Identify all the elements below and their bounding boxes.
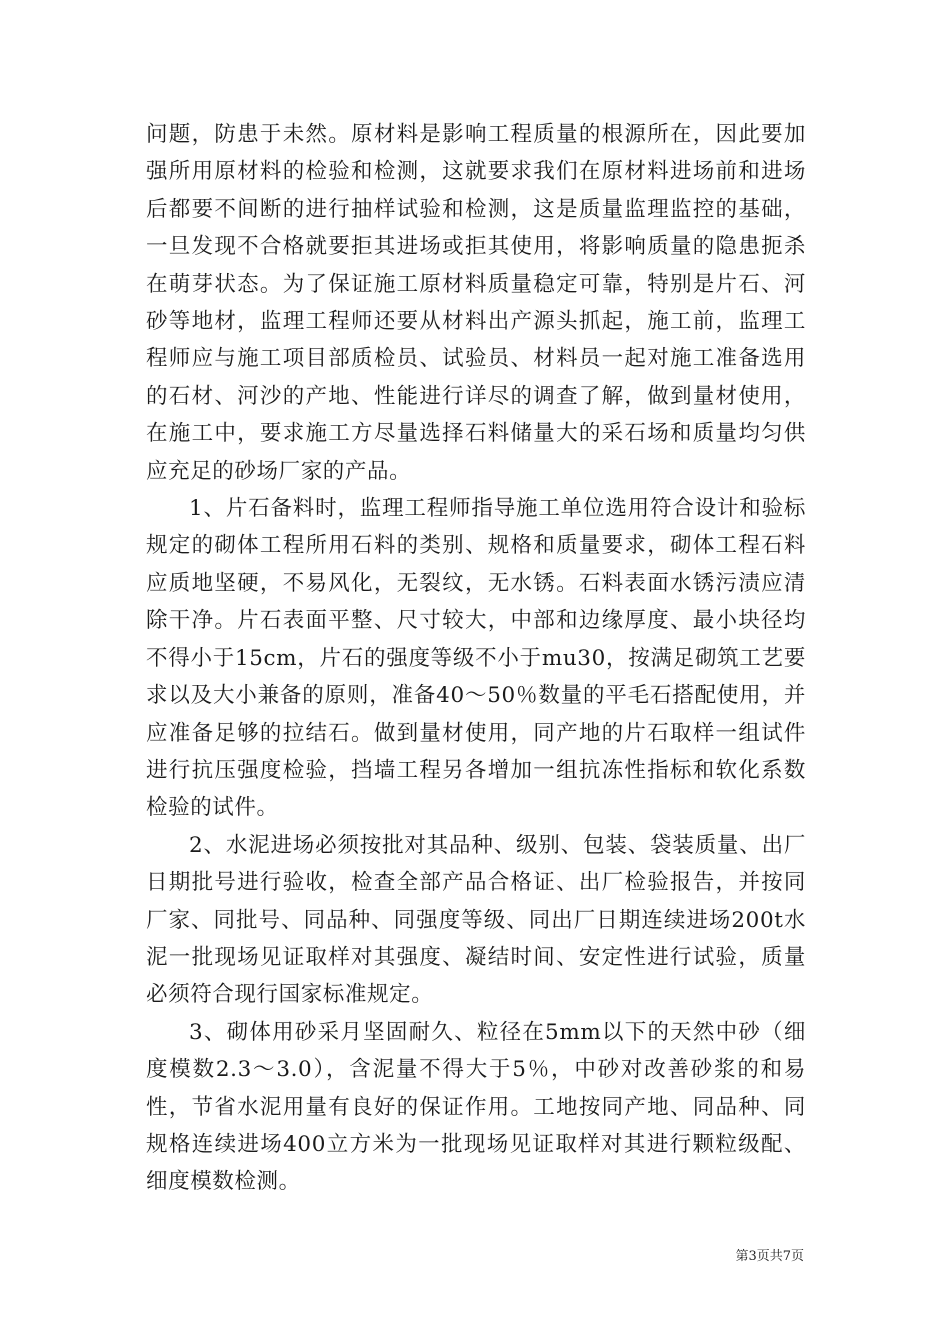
paragraph-continuation: 问题，防患于未然。原材料是影响工程质量的根源所在，因此要加强所用原材料的检验和检测，这就要求我们在原材料进场前和进场后都要不间断的进行抽样试验和检测，这是质量监理监控的基础，一旦发现不合格就要拒其进场或拒其使用，将影响质量的隐患扼杀在萌芽状态。为了保证施工原材料质量稳定可靠，特别是片石、河砂等地材，监理工程师还要从材料出产源头抓起，施工前，监理工程师应与施工项目部质检员、试验员、材料员一起对施工准备选用的石材、河沙的产地、性能进行详尽的调查了解，做到量材使用，在施工中，要求施工方尽量选择石料储量大的采石场和质量均匀供应充足的砂场厂家的产品。 bbox=[146, 122, 806, 484]
paragraph-item-3-sand: 3、砌体用砂采月坚固耐久、粒径在5mm以下的天然中砂（细度模数2.3～3.0），含泥量不得大于5％，中砂对改善砂浆的和易性，节省水泥用量有良好的保证作用。工地按同产地、同品种、同规格连续进场400立方米为一批现场见证取样对其进行颗粒级配、细度模数检测。 bbox=[146, 1019, 806, 1195]
page-body bbox=[146, 116, 806, 1201]
page-number-footer: 第3页共7页 bbox=[735, 1249, 804, 1264]
paragraph-item-2-cement: 2、水泥进场必须按批对其品种、级别、包装、袋装质量、出厂日期批号进行验收，检查全部产品合格证、出厂检验报告，并按同厂家、同批号、同品种、同强度等级、同出厂日期连续进场200t水泥一批现场见证取样对其强度、凝结时间、安定性进行试验，质量必须符合现行国家标准规定。 bbox=[146, 832, 806, 1008]
paragraph-item-1-stone: 1、片石备料时，监理工程师指导施工单位选用符合设计和验标规定的砌体工程所用石料的类别、规格和质量要求，砌体工程石料应质地坚硬，不易风化，无裂纹，无水锈。石料表面水锈污渍应清除干净。片石表面平整、尺寸较大，中部和边缘厚度、最小块径均不得小于15cm，片石的强度等级不小于mu30，按满足砌筑工艺要求以及大小兼备的原则，准备40～50％数量的平毛石搭配使用，并应准备足够的拉结石。做到量材使用，同产地的片石取样一组试件进行抗压强度检验，挡墙工程另各增加一组抗冻性指标和软化系数检验的试件。 bbox=[146, 496, 806, 821]
